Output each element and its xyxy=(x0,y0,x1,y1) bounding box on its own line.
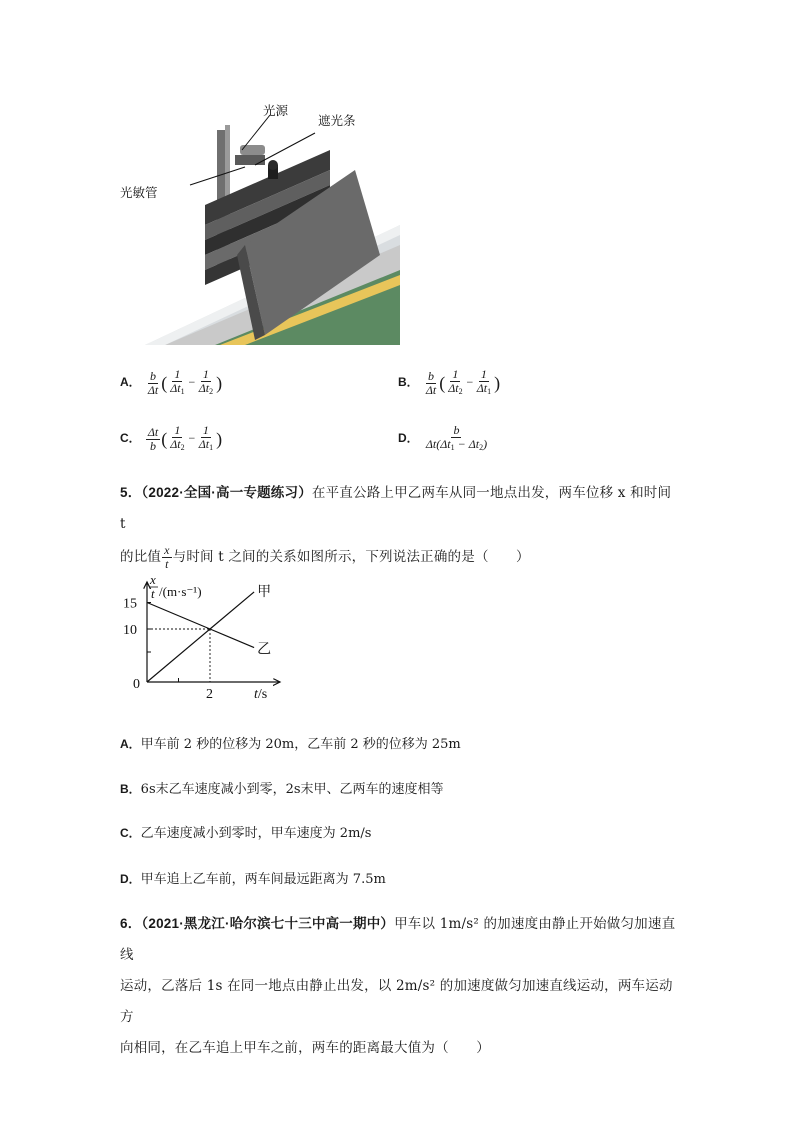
q6-line1: 6．（2021·黑龙江·哈尔滨七十三中高一期中）甲车以 1m/s² 的加速度由静止开始做匀加速直线 xyxy=(120,916,676,963)
y-axis-label-num: x xyxy=(150,572,156,587)
label-photodiode: 光敏管 xyxy=(120,185,158,200)
light-source-shape xyxy=(240,145,265,155)
option-letter: C． xyxy=(120,430,141,445)
question-source: （2021·黑龙江·哈尔滨七十三中高一期中） xyxy=(141,916,395,931)
q5-line1: 5．（2022·全国·高一专题练习）在平直公路上甲乙两车从同一地点出发，两车位移 x 和时间 t xyxy=(120,485,672,532)
apparatus-photo xyxy=(125,95,400,345)
q5-option-d[interactable]: D．甲车追上乙车前，两车间最远距离为 7.5m xyxy=(120,872,386,887)
q6-line3: 向相同，在乙车追上甲车之前，两车的距离最大值为（ ） xyxy=(120,1040,490,1056)
q5-option-b[interactable]: B．6s末乙车速度减小到零，2s末甲、乙两车的速度相等 xyxy=(120,782,444,797)
y-axis-label-unit: /(m·s⁻¹) xyxy=(159,584,202,599)
series-line-yi xyxy=(147,603,254,648)
q5-option-a[interactable]: A．甲车前 2 秒的位移为 20m，乙车前 2 秒的位移为 25m xyxy=(120,737,461,752)
option-letter: A． xyxy=(120,374,141,389)
question-number: 5． xyxy=(120,485,142,500)
q4-option-d[interactable]: D． $\frac{b}{\Delta t(\Delta t_1 - \Delta t_2)}$ xyxy=(398,423,488,452)
q4-option-a[interactable]: A． $\frac{b}{\Delta t}$ ( $\frac{1}{\Delta t_1}$ − $\frac{1}{\Delta t_2}$ ) xyxy=(120,367,223,397)
xt-t-chart xyxy=(120,570,290,705)
q6-line2: 运动，乙落后 1s 在同一地点由静止出发，以 2m/s² 的加速度做匀加速直线运动，两车运动方 xyxy=(120,978,673,1025)
x-tick-label-2: 2 xyxy=(206,687,213,702)
q5-stem xyxy=(120,477,680,573)
question-source: （2022·全国·高一专题练习） xyxy=(141,485,312,500)
label-light-source: 光源 xyxy=(263,103,289,118)
question-number: 6． xyxy=(120,916,142,931)
y-axis-label-den: t xyxy=(151,586,155,601)
label-shading-strip: 遮光条 xyxy=(318,113,356,128)
series-label-jia: 甲 xyxy=(257,583,272,600)
q4-option-c[interactable]: C． $\frac{\Delta t}{b}$ ( $\frac{1}{\Delta t_2}$ − $\frac{1}{\Delta t_1}$ ) xyxy=(120,423,223,453)
y-tick-label-15: 15 xyxy=(123,596,137,612)
x-axis-label: t/s xyxy=(254,687,268,702)
series-line-jia xyxy=(147,592,254,682)
apparatus-figure xyxy=(125,95,400,345)
y-tick-label-10: 10 xyxy=(123,623,137,638)
option-letter: D． xyxy=(398,430,419,445)
q6-stem xyxy=(120,908,685,1064)
origin-label: 0 xyxy=(133,677,140,692)
q4-option-b[interactable]: B． $\frac{b}{\Delta t}$ ( $\frac{1}{\Delta t_2}$ − $\frac{1}{\Delta t_1}$ ) xyxy=(398,367,501,397)
chart-svg xyxy=(120,570,290,705)
q5-line2: 的比值 $\frac{x}{t}$ 与时间 t 之间的关系如图所示，下列说法正确的是（ ） xyxy=(120,543,530,571)
q5-option-c[interactable]: C．乙车速度减小到零时，甲车速度为 2m/s xyxy=(120,826,372,841)
series-label-yi: 乙 xyxy=(257,641,272,658)
option-letter: B． xyxy=(398,374,419,389)
